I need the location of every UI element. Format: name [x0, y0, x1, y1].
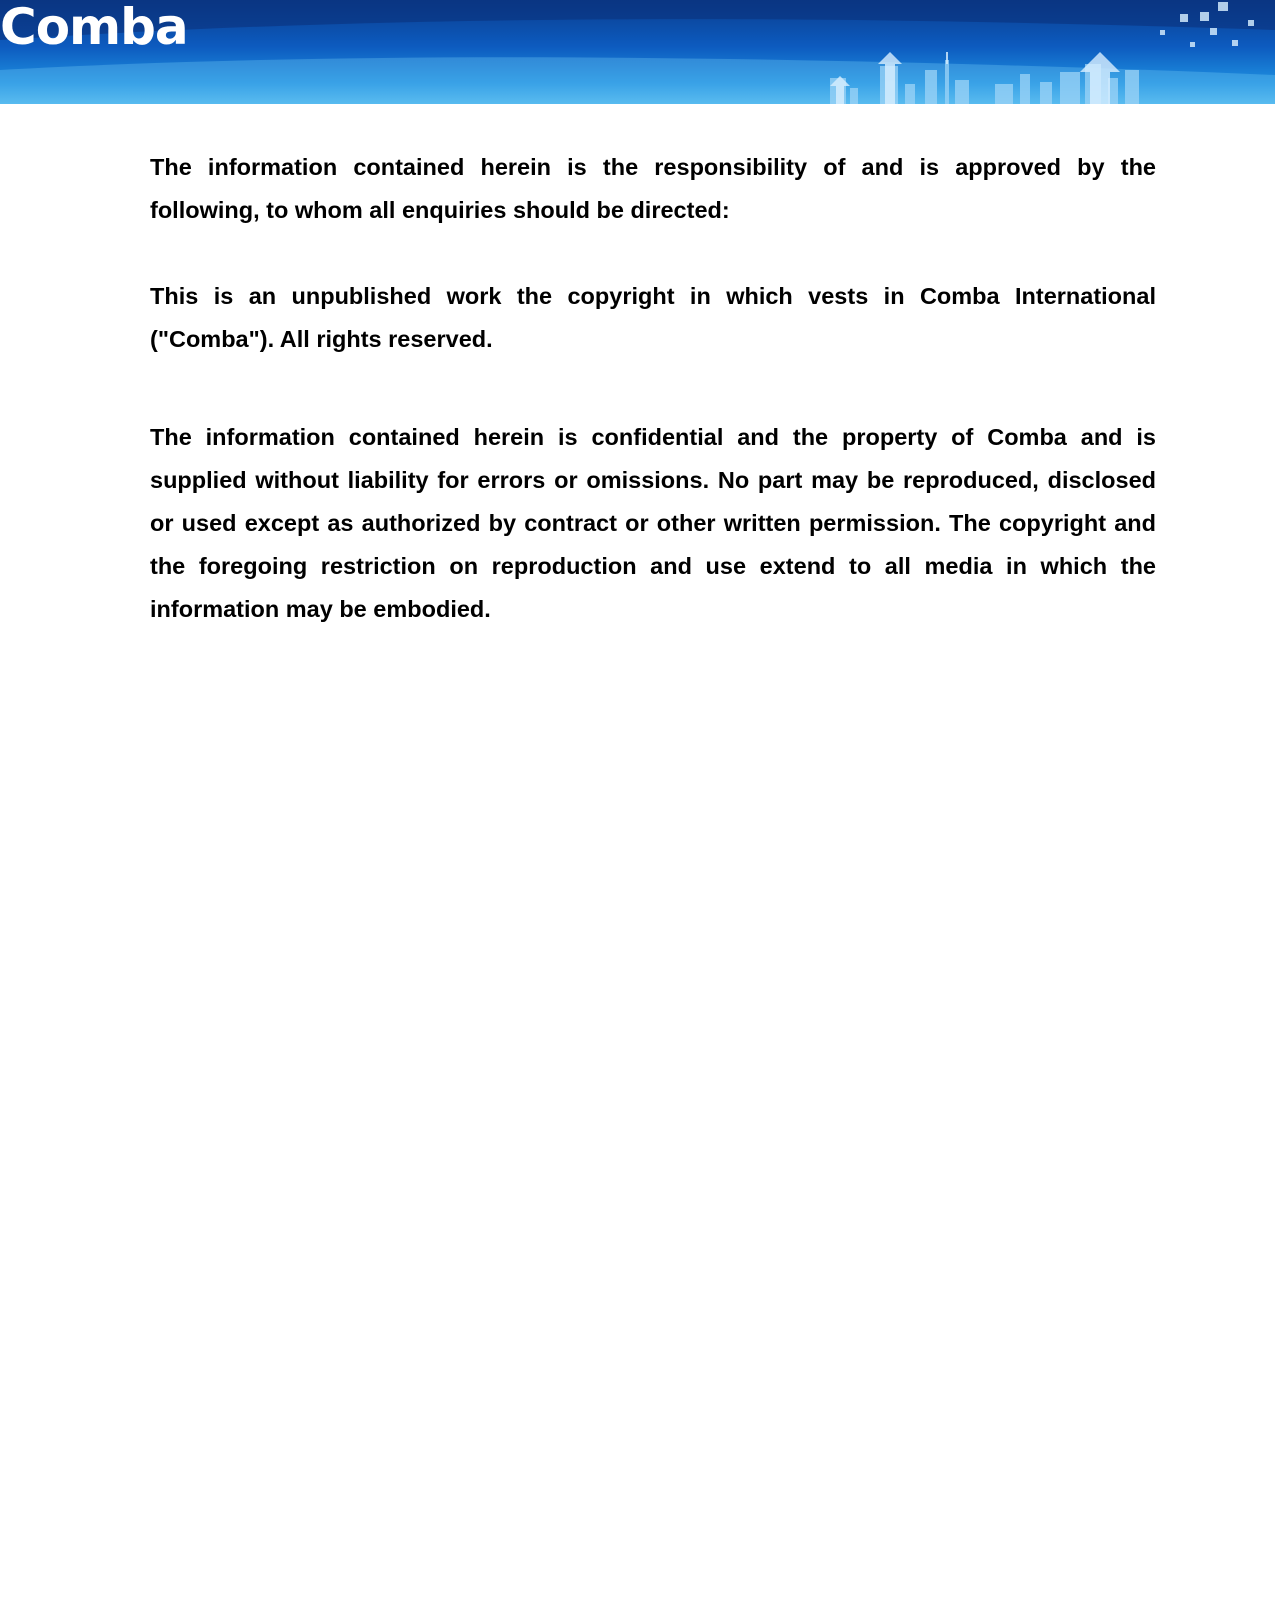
notice-body	[150, 146, 1156, 631]
header-banner	[0, 0, 1275, 104]
comba-logo-icon	[0, 0, 205, 52]
confidentiality-paragraph: The information contained herein is confidential and the property of Comba and is supplied without liability for errors or omissions. No part may be reproduced, disclosed or used except as authorized by contract or other written permission. The copyright and the foregoing restriction on reproduction and use extend to all media in which the information may be embodied.	[150, 424, 1156, 622]
logo-text: Comba	[0, 0, 188, 52]
copyright-paragraph: This is an unpublished work the copyright in which vests in Comba International ("Comba"). All rights reserved.	[150, 283, 1156, 352]
responsibility-paragraph: The information contained herein is the responsibility of and is approved by the following, to whom all enquiries should be directed:	[150, 154, 1156, 223]
